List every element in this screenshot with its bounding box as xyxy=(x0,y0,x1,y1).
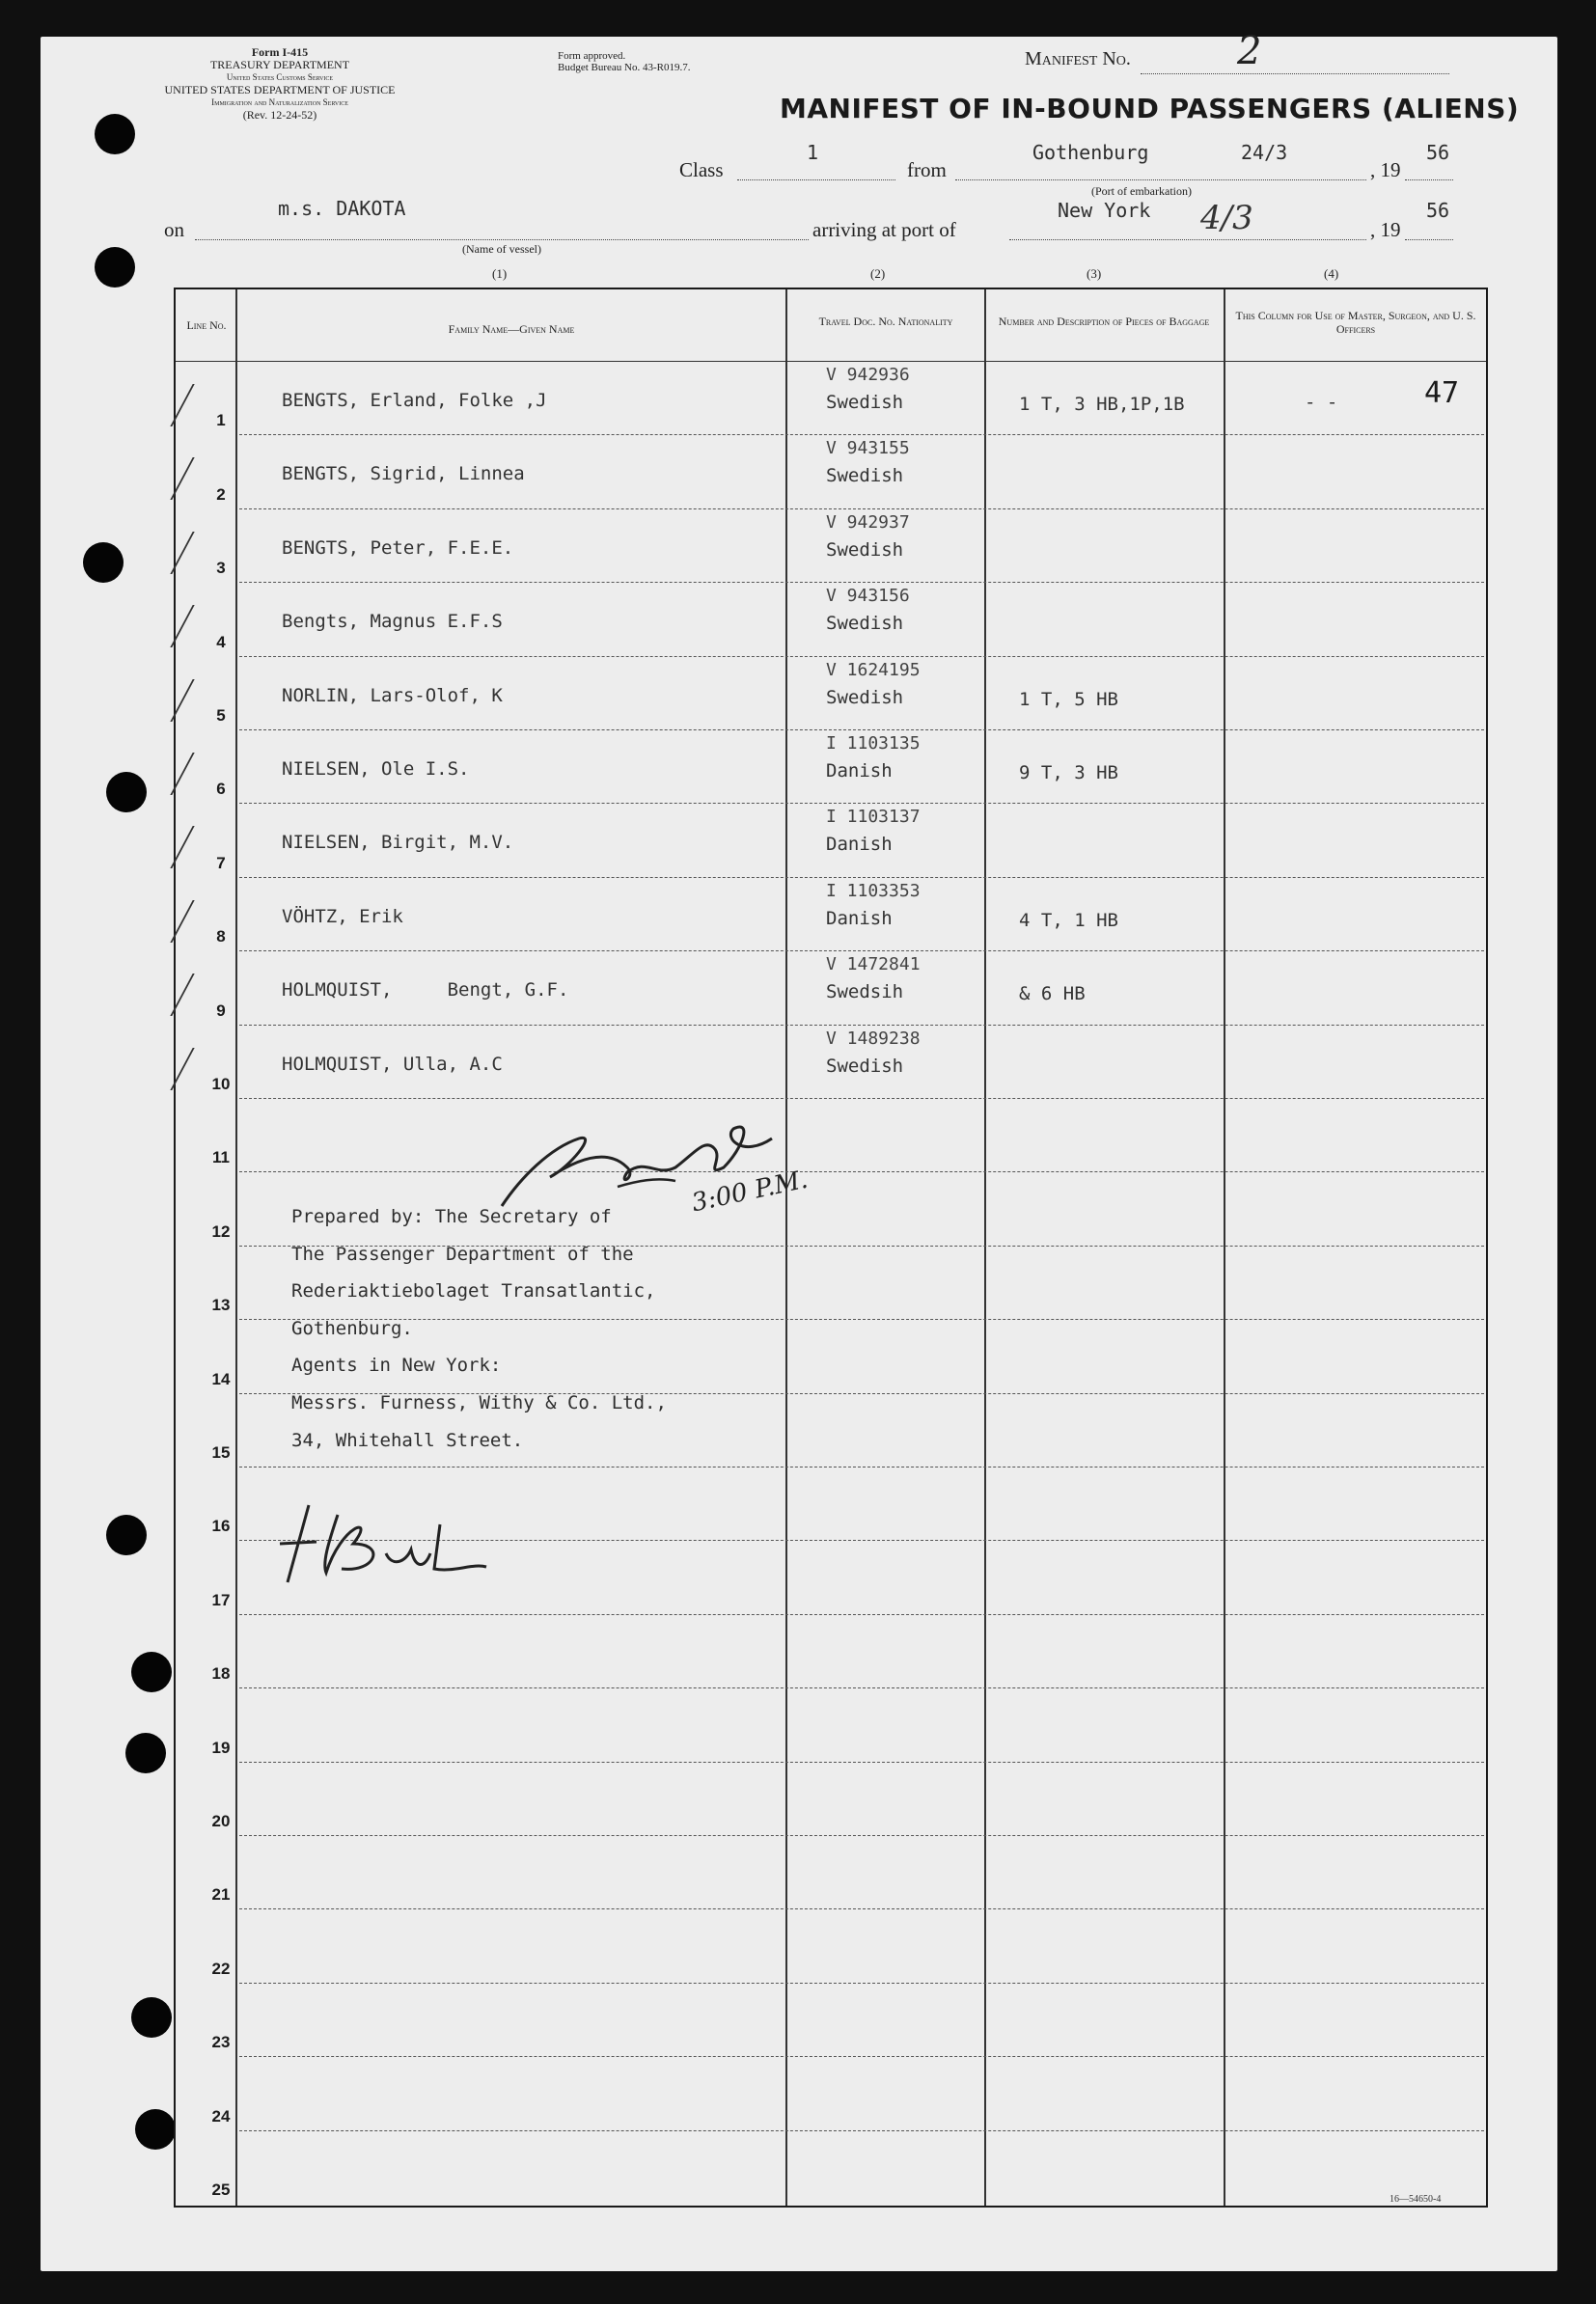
row-rule xyxy=(239,729,1484,730)
passenger-name: BENGTS, Peter, F.E.E. xyxy=(282,536,514,559)
row-rule xyxy=(239,950,1484,951)
travel-doc-number: V 943156 xyxy=(826,586,910,607)
vessel-note: (Name of vessel) xyxy=(462,242,541,256)
baggage: & 6 HB xyxy=(1019,983,1086,1005)
travel-doc-number: V 942937 xyxy=(826,511,910,533)
line-number: 8 xyxy=(216,927,226,946)
col-divider-doc xyxy=(984,289,986,2206)
binder-hole xyxy=(106,772,147,812)
row-rule xyxy=(239,656,1484,657)
passenger-name: NIELSEN, Birgit, M.V. xyxy=(282,832,514,854)
baggage: 1 T, 5 HB xyxy=(1019,688,1118,710)
line-number: 3 xyxy=(216,559,226,578)
nationality: Swedish xyxy=(826,465,904,487)
vessel-line xyxy=(195,239,809,240)
binder-hole xyxy=(95,114,135,154)
passenger-name: HOLMQUIST, Ulla, A.C xyxy=(282,1053,503,1075)
header-line-no: Line No. xyxy=(186,318,227,332)
nationality: Swedish xyxy=(826,613,904,635)
binder-hole xyxy=(131,1997,172,2038)
travel-doc-number: I 1103137 xyxy=(826,807,921,828)
row-rule xyxy=(239,1098,1484,1099)
manifest-no-line xyxy=(1141,73,1449,74)
row-rule xyxy=(239,803,1484,804)
col-num-3: (3) xyxy=(1087,266,1102,281)
prepared-by-line: The Passenger Department of the xyxy=(291,1243,634,1265)
travel-doc-number: V 942936 xyxy=(826,365,910,385)
nationality: Swedish xyxy=(826,392,904,413)
from-value: Gothenburg xyxy=(1032,141,1149,164)
passenger-name: NIELSEN, Ole I.S. xyxy=(282,758,470,780)
col-num-2: (2) xyxy=(870,266,886,281)
prepared-by-line: Gothenburg. xyxy=(291,1317,413,1339)
passenger-name: BENGTS, Erland, Folke ,J xyxy=(282,390,547,411)
row-rule xyxy=(239,877,1484,878)
col-divider-line xyxy=(235,289,237,2206)
header-name: Family Name—Given Name xyxy=(448,322,575,336)
line-number: 18 xyxy=(211,1664,231,1684)
class-value: 1 xyxy=(807,141,819,164)
form-approved-note xyxy=(558,50,690,73)
from-line xyxy=(955,179,1366,180)
line-number: 1 xyxy=(216,411,226,430)
line-number: 4 xyxy=(216,632,226,651)
binder-hole xyxy=(83,542,124,583)
line-number: 11 xyxy=(212,1148,230,1167)
line-number: 24 xyxy=(211,2106,231,2126)
nationality: Danish xyxy=(826,907,893,929)
line-number: 15 xyxy=(211,1443,231,1462)
line-number: 10 xyxy=(211,1075,231,1093)
on-label: on xyxy=(164,218,184,241)
header-travel-doc: Travel Doc. No. Nationality xyxy=(818,315,953,328)
line-number: 25 xyxy=(211,2181,231,2199)
line-number: 6 xyxy=(216,780,226,799)
row-rule xyxy=(239,1908,1484,1909)
baggage: 4 T, 1 HB xyxy=(1019,909,1118,931)
row-rule xyxy=(239,1025,1484,1026)
row-rule xyxy=(239,1762,1484,1763)
year-prefix-1: , 19 xyxy=(1370,158,1401,181)
form-issuer-block xyxy=(135,46,425,122)
footer-code: 16—54650-4 xyxy=(1390,2194,1442,2205)
nationality: Swedsih xyxy=(826,981,904,1003)
year-line-1 xyxy=(1405,179,1453,180)
prepared-by-line: Agents in New York: xyxy=(291,1355,502,1377)
passenger-name: NORLIN, Lars-Olof, K xyxy=(282,684,503,706)
nationality: Swedish xyxy=(826,1055,904,1077)
officer-signature xyxy=(482,1081,830,1235)
year-line-2 xyxy=(1405,239,1453,240)
arriving-label: arriving at port of xyxy=(812,218,956,241)
justice-dept: UNITED STATES DEPARTMENT OF JUSTICE xyxy=(164,83,396,96)
line-number: 7 xyxy=(216,853,226,872)
line-number: 19 xyxy=(211,1738,231,1757)
binder-hole xyxy=(95,247,135,288)
binder-hole xyxy=(131,1652,172,1692)
margin-number: 47 xyxy=(1424,376,1460,410)
form-number: Form I-415 xyxy=(251,45,309,59)
line-number: 16 xyxy=(211,1517,231,1536)
travel-doc-number: I 1103135 xyxy=(826,733,921,754)
row-rule xyxy=(239,2056,1484,2057)
line-number: 5 xyxy=(216,706,226,725)
prepared-by-line: 34, Whitehall Street. xyxy=(291,1429,524,1451)
line-number: 13 xyxy=(211,1296,231,1315)
year-2: 56 xyxy=(1426,199,1450,222)
from-label: from xyxy=(907,158,947,181)
row-rule xyxy=(239,508,1484,509)
travel-doc-number: V 943155 xyxy=(826,438,910,459)
arrival-line xyxy=(1009,239,1366,240)
revision: (Rev. 12-24-52) xyxy=(242,108,317,122)
passenger-name: VÖHTZ, Erik xyxy=(282,905,403,927)
form-approved: Form approved. xyxy=(558,50,626,62)
prepared-by-line: Rederiaktiebolaget Transatlantic, xyxy=(291,1280,656,1303)
row-rule xyxy=(239,1687,1484,1688)
row-rule xyxy=(239,1835,1484,1836)
year-prefix-2: , 19 xyxy=(1370,218,1401,241)
header-baggage: Number and Description of Pieces of Baggage xyxy=(998,315,1210,328)
manifest-no-value: 2 xyxy=(1237,29,1262,73)
year-1: 56 xyxy=(1426,141,1450,164)
row-rule xyxy=(239,2130,1484,2131)
line-number: 20 xyxy=(211,1812,231,1830)
line-number: 23 xyxy=(211,2033,231,2052)
nationality: Swedish xyxy=(826,538,904,561)
arrival-port: New York xyxy=(1058,199,1151,222)
from-date: 24/3 xyxy=(1241,141,1288,164)
line-number: 12 xyxy=(211,1221,231,1241)
binder-hole xyxy=(106,1515,147,1555)
header-rule xyxy=(176,361,1486,362)
prepared-by-line: Prepared by: The Secretary of xyxy=(291,1206,612,1227)
treasury-dept: TREASURY DEPARTMENT xyxy=(209,58,350,71)
col-num-1: (1) xyxy=(492,266,508,281)
col-num-4: (4) xyxy=(1324,266,1339,281)
page-title: MANIFEST OF IN-BOUND PASSENGERS (ALIENS) xyxy=(780,93,1520,124)
vessel-name: m.s. DAKOTA xyxy=(278,197,406,220)
line-number: 14 xyxy=(211,1369,231,1388)
binder-hole xyxy=(135,2109,176,2150)
row-rule xyxy=(239,1983,1484,1984)
manifest-no-label: Manifest No. xyxy=(1025,48,1131,69)
line-number: 17 xyxy=(211,1590,231,1609)
col-divider-baggage xyxy=(1224,289,1225,2206)
travel-doc-number: I 1103353 xyxy=(826,880,921,901)
travel-doc-number: V 1489238 xyxy=(826,1028,921,1049)
time-note: 3:00 P.M. xyxy=(689,1165,811,1219)
header-officers: This Column for Use of Master, Surgeon, and U. S. Officers xyxy=(1235,309,1476,336)
customs-service: United States Customs Service xyxy=(226,72,334,82)
arrival-date: 4/3 xyxy=(1200,199,1253,237)
initials-signature xyxy=(270,1486,502,1592)
col-divider-name xyxy=(785,289,787,2206)
row-rule xyxy=(239,1171,1484,1172)
port-embarkation-note: (Port of embarkation) xyxy=(1091,184,1192,198)
line-number: 22 xyxy=(211,1959,231,1978)
officer-note: - - xyxy=(1305,392,1338,413)
baggage: 9 T, 3 HB xyxy=(1019,762,1118,783)
nationality: Danish xyxy=(826,834,893,856)
line-number: 21 xyxy=(211,1885,231,1905)
row-rule xyxy=(239,1614,1484,1615)
binder-hole xyxy=(125,1733,166,1773)
travel-doc-number: V 1472841 xyxy=(826,954,921,975)
prepared-by-line: Messrs. Furness, Withy & Co. Ltd., xyxy=(291,1392,667,1413)
baggage: 1 T, 3 HB,1P,1B xyxy=(1019,394,1185,415)
budget-bureau: Budget Bureau No. 43-R019.7. xyxy=(558,62,691,73)
line-number: 9 xyxy=(216,1001,226,1020)
line-number: 2 xyxy=(216,484,226,504)
nationality: Danish xyxy=(826,760,893,782)
row-rule xyxy=(239,582,1484,583)
travel-doc-number: V 1624195 xyxy=(826,659,921,680)
row-rule xyxy=(239,434,1484,435)
passenger-name: Bengts, Magnus E.F.S xyxy=(282,611,503,633)
nationality: Swedish xyxy=(826,686,904,708)
row-rule xyxy=(239,1319,1484,1320)
class-line xyxy=(737,179,895,180)
class-label: Class xyxy=(679,158,724,181)
ins-service: Immigration and Naturalization Service xyxy=(211,97,348,107)
passenger-name: BENGTS, Sigrid, Linnea xyxy=(282,463,525,485)
passenger-name: HOLMQUIST, Bengt, G.F. xyxy=(282,979,569,1001)
